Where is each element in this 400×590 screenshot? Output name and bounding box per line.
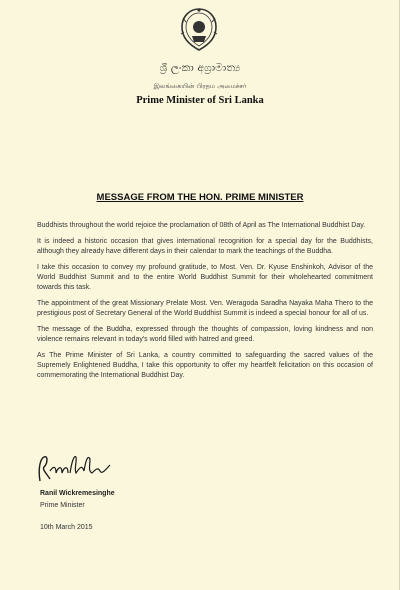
paragraph-3: I take this occasion to convey my profound gratitude, to Most. Ven. Dr. Kyuse Enshinkoh, Advisor of the World Buddhist Summit and to the entire World Buddhist Summit for their wholehearted commitment towards this task. [37,264,373,291]
paragraph-1: Buddhists throughout the world rejoice the proclamation of 08th of April as The International Buddhist Day. [37,222,366,229]
state-emblem-icon [178,6,220,54]
letterhead-tamil: இலங்கையின் பிரதம அமைச்சர் [153,82,247,90]
message-body [37,221,373,387]
letterhead-english: Prime Minister of Sri Lanka [136,95,264,106]
message-title: MESSAGE FROM THE HON. PRIME MINISTER [96,192,304,203]
letter-date: 10th March 2015 [40,524,93,531]
letterhead-sinhala: ශ්‍රී ලංකා අග්‍රාමාත්‍ය [159,62,241,74]
paragraph-4: The appointment of the great Missionary Prelate Most. Ven. Weragoda Saradha Nayaka Maha Thero to the prestigious post of Secretary General of the World Buddhist Summit is indeed a special honour for all of us. [37,300,373,317]
signatory-title: Prime Minister [40,502,85,509]
signatory-name: Ranil Wickremesinghe [40,490,115,497]
paragraph-6: As The Prime Minister of Sri Lanka, a country committed to safeguarding the sacred values of the Supremely Enlightened Buddha, I take this opportunity to offer my heartfelt felicitation on this occasion of commemorating the International Buddhist Day. [37,352,373,379]
paragraph-2: It is indeed a historic occasion that gives international recognition for a special day for the Buddhists, although they already have different days in their calendar to mark the teachings of the Buddha. [37,238,373,255]
paragraph-5: The message of the Buddha, expressed through the thoughts of compassion, loving kindness and non violence remains relevant in today's world filled with hatred and greed. [37,326,373,343]
handwritten-signature [34,451,114,485]
